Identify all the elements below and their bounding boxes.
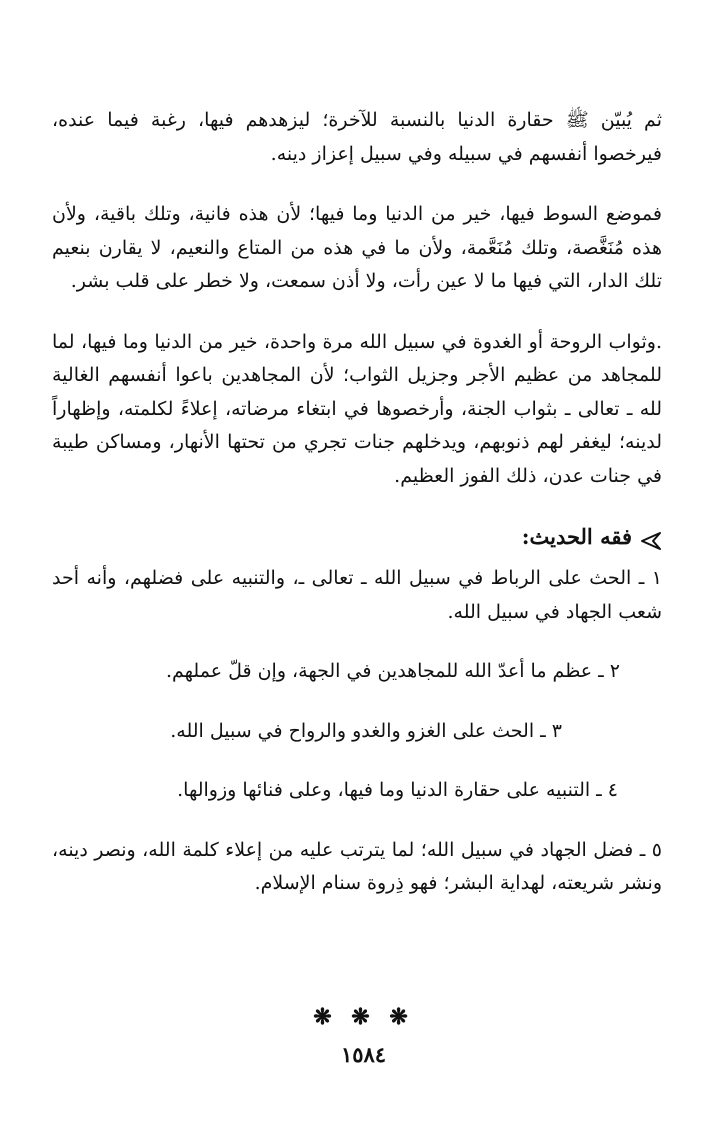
- arrowhead-icon: [640, 527, 662, 547]
- fiqh-item-4: ٤ ـ التنبيه على حقارة الدنيا وما فيها، وعلى فنائها وزوالها.: [177, 779, 618, 801]
- section-heading: [52, 520, 662, 554]
- page-number: ١٥٨٤: [340, 1042, 387, 1067]
- fiqh-item-3: ٣ ـ الحث على الغزو والغدو والرواح في سبيل الله.: [170, 719, 562, 742]
- fiqh-item-2: ٢ ـ عظم ما أعدّ الله للمجاهدين في الجهة، وإن قلّ عملهم.: [165, 660, 620, 682]
- section-separator: ❋ ❋ ❋: [313, 1004, 414, 1030]
- paragraph-3: .وثواب الروحة أو الغدوة في سبيل الله مرة واحدة، خير من الدنيا وما فيها، لما للمجاهد من عظيم الأجر وجزيل الثواب؛ لأن المجاهدين باعوا أنفسهم الغالية لله ـ تعالى ـ بثواب الجنة، وأرخصوها في ابتغاء مرضاته، إعلاءً لكلمته، وإظهاراً لدينه؛ ليغفر لهم ذنوبهم، ويدخلهم جنات تجري من تحتها الأنهار، ومساكن طيبة في جنات عدن، ذلك الفوز العظيم.: [52, 330, 662, 487]
- section-heading-label: فقه الحديث:: [521, 524, 632, 549]
- paragraph-1: ثم يُبيّن ﷺ حقارة الدنيا بالنسبة للآخرة؛ ليزهدهم فيها، رغبة فيما عنده، فيرخصوا أنفسهم في سبيله وفي سبيل إعزاز دينه.: [52, 109, 662, 165]
- page-content: [52, 104, 662, 927]
- fiqh-item-1: ١ ـ الحث على الرباط في سبيل الله ـ تعالى ـ، والتنبيه على فضلهم، وأنه أحد شعب الجهاد في سبيل الله.: [52, 567, 662, 623]
- paragraph-2: فموضع السوط فيها، خير من الدنيا وما فيها؛ لأن هذه فانية، وتلك باقية، ولأن هذه مُنَغَّصة، وتلك مُنَعَّمة، ولأن ما في هذه من المتاع والنعيم، لا يقارن بنعيم تلك الدار، التي فيها ما لا عين رأت، ولا أذن سمعت، ولا خطر على قلب بشر.: [52, 203, 662, 292]
- fiqh-item-5: ٥ ـ فضل الجهاد في سبيل الله؛ لما يترتب عليه من إعلاء كلمة الله، ونصر دينه، ونشر شريعته، لهداية البشر؛ فهو ذِروة سنام الإسلام.: [52, 838, 662, 894]
